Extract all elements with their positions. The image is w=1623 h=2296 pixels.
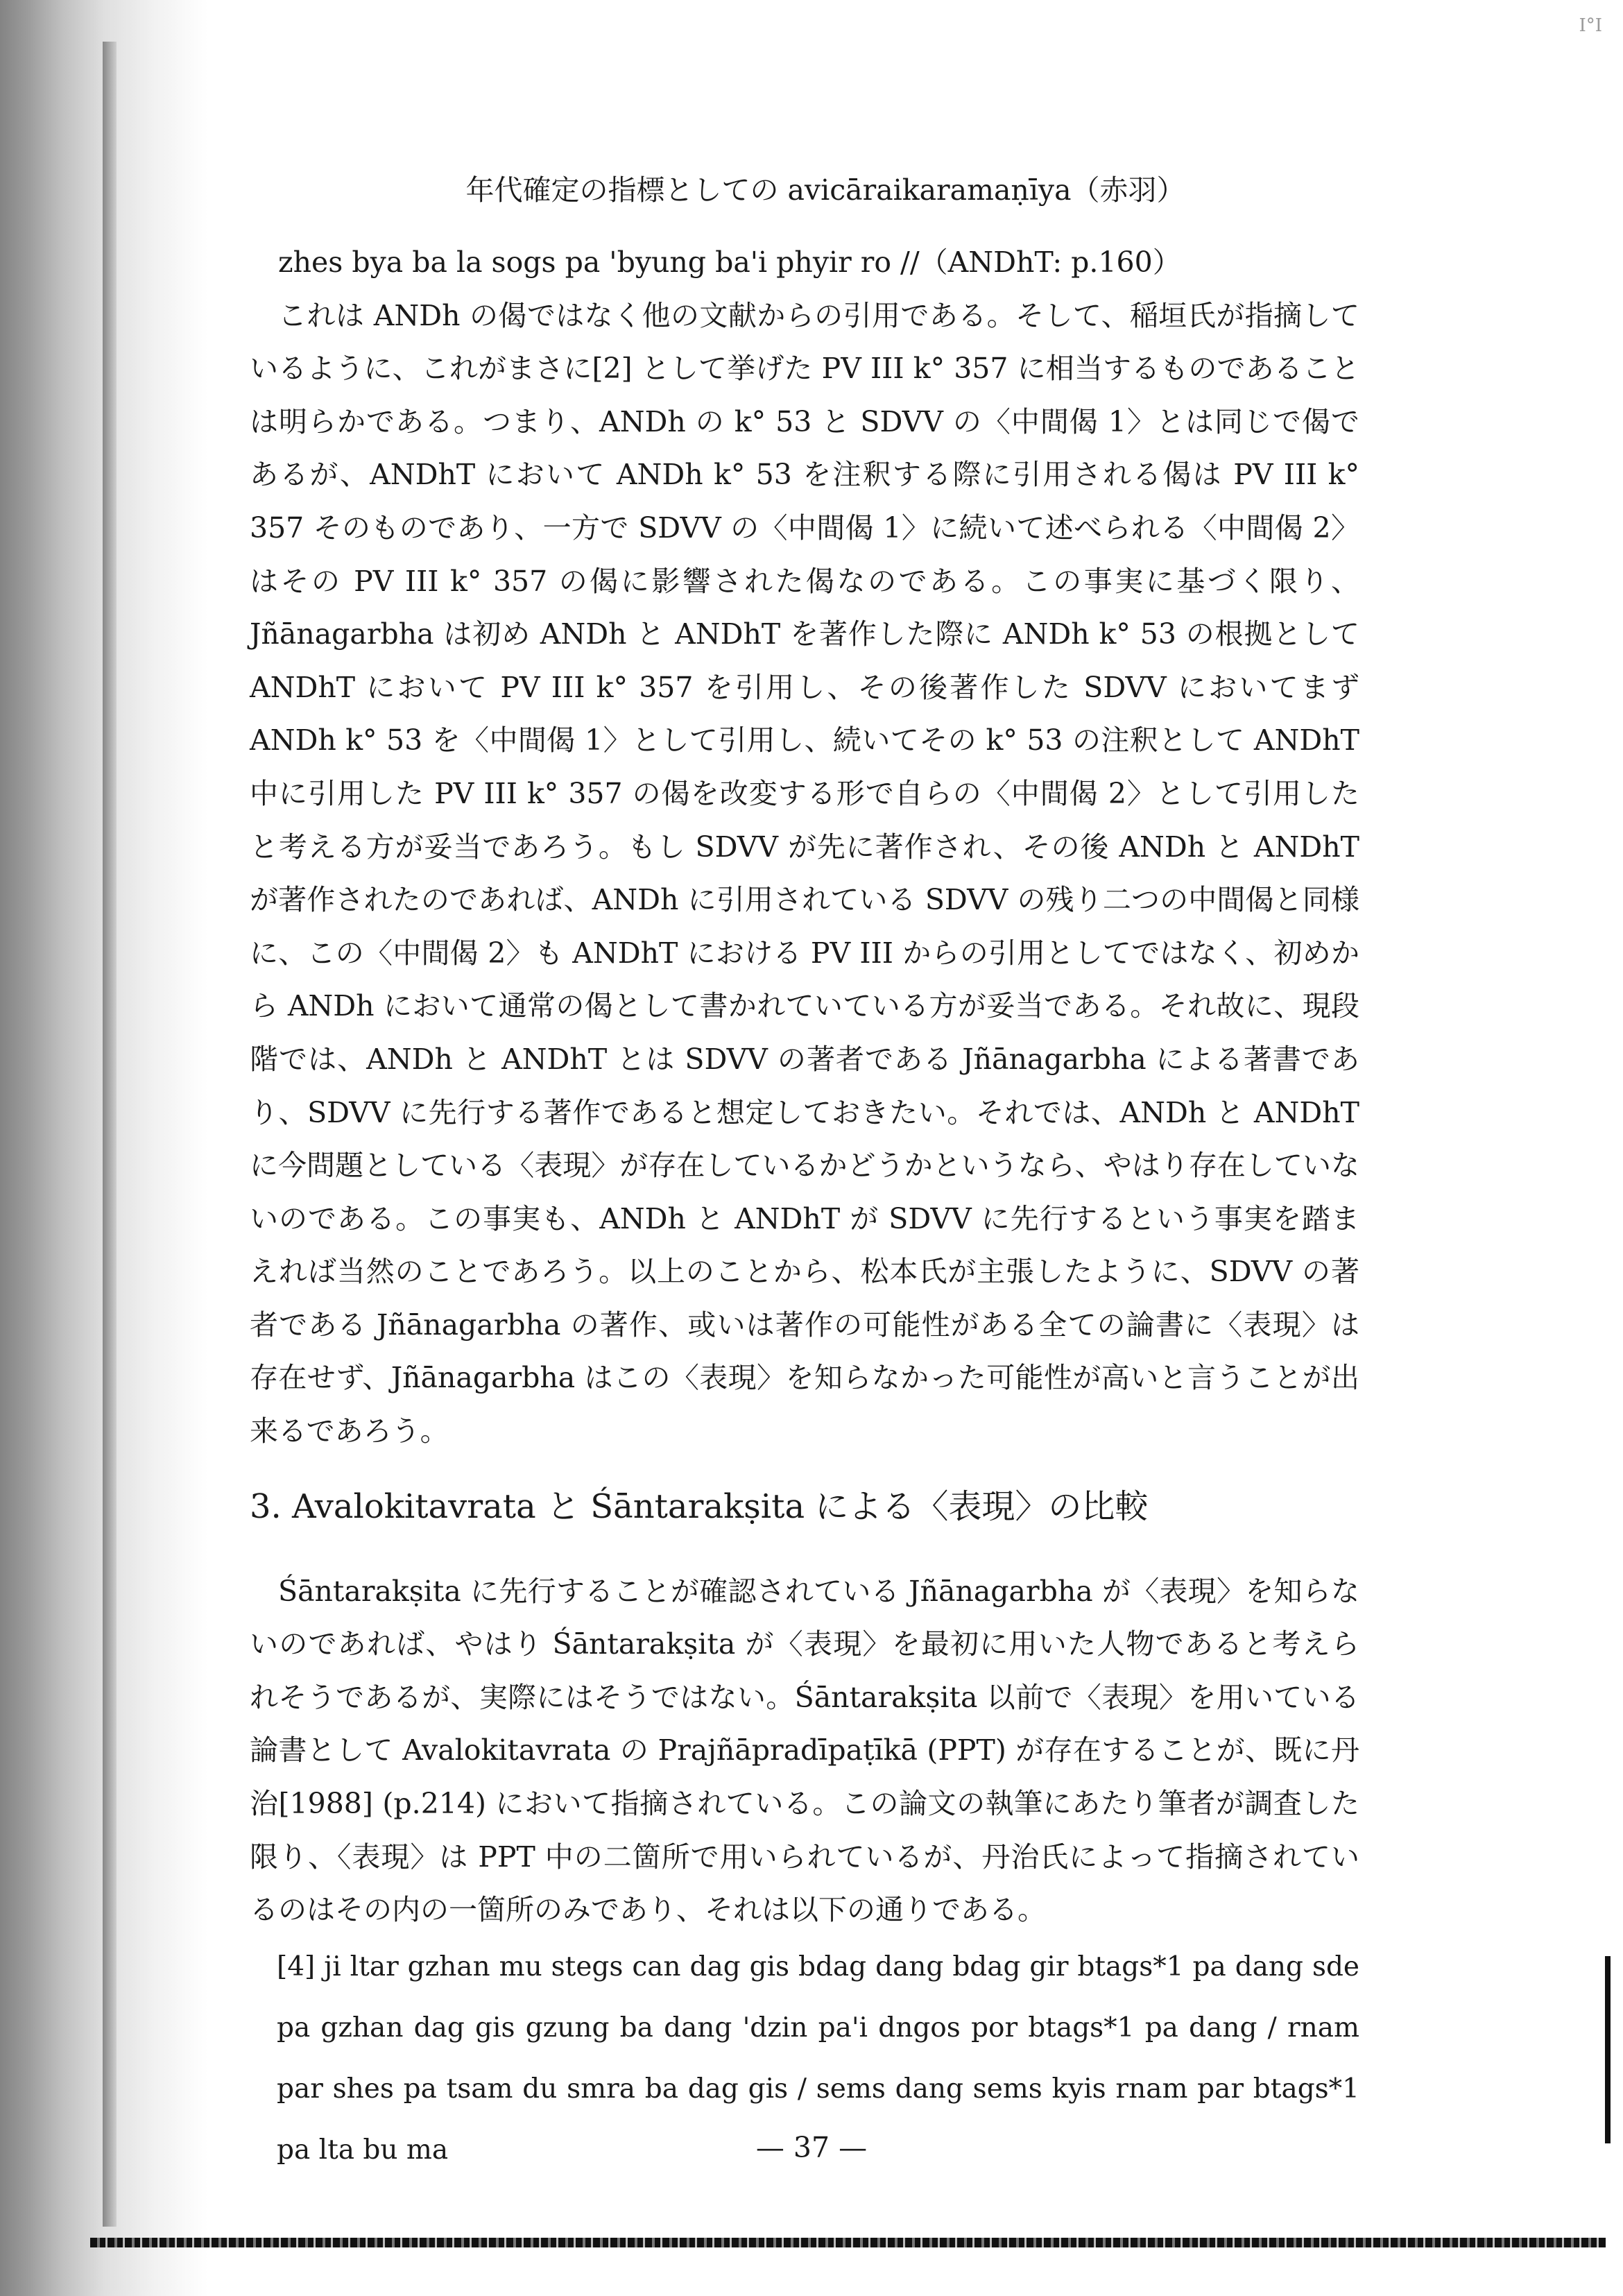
quote-4: [4] ji ltar gzhan mu stegs can dag gis bdag dang bdag gir btags*1 pa dang sde pa gzhan dag gis gzung ba dang 'dzin pa'i dngos por btags*1 pa dang / rnam par shes pa tsam du smra ba dag gis / sems dang sems kyis rnam par btags*1 pa lta bu ma [277,1951,1359,2166]
paragraph-body-1: これは ANDh の偈ではなく他の文献からの引用である。そして、稲垣氏が指摘しているように、これがまさに[2] として挙げた PV III k° 357 に相当するものであることは明らかである。つまり、ANDh の k° 53 と SDVV の〈中間偈 1〉とは同じで偈であるが、ANDhT において ANDh k° 53 を注釈する際に引用される偈は PV III k° 357 そのものであり、一方で SDVV の〈中間偈 1〉に続いて述べられる〈中間偈 2〉はその PV III k° 357 の偈に影響された偈なのである。この事実に基づく限り、Jñānagarbha は初め ANDh と ANDhT を著作した際に ANDh k° 53 の根拠として ANDhT において PV III k° 357 を引用し、その後著作した SDVV においてまず ANDh k° 53 を〈中間偈 1〉として引用し、続いてその k° 53 の注釈として ANDhT 中に引用した PV III k° 357 の偈を改変する形で自らの〈中間偈 2〉として引用したと考える方が妥当であろう。もし SDVV が先に著作され、その後 ANDh と ANDhT が著作されたのであれば、ANDh に引用されている SDVV の残り二つの中間偈と同様に、この〈中間偈 2〉も ANDhT における PV III からの引用としてではなく、初めから ANDh において通常の偈として書かれていている方が妥当である。それ故に、現段階では、ANDh と ANDhT とは SDVV の著者である Jñānagarbha による著書であり、SDVV に先行する著作であると想定しておきたい。それでは、ANDh と ANDhT に今問題としている〈表現〉が存在しているかどうかというなら、やはり存在していないのである。この事実も、ANDh と ANDhT が SDVV に先行するという事実を踏まえれば当然のことであろう。以上のことから、松本氏が主張したように、SDVV の著者である Jñānagarbha の著作、或いは著作の可能性がある全ての論書に〈表現〉は存在せず、Jñānagarbha はこの〈表現〉を知らなかった可能性が高いと言うことが出来るであろう。 [250,298,1359,1448]
corner-mark: I°I [1579,15,1602,36]
paragraph-tibetan-quote-end: zhes bya ba la sogs pa 'byung ba'i phyir ro //（ANDhT: p.160） [278,246,1181,279]
section-heading: 3. Avalokitavrata と Śāntarakṣita による〈表現〉の比較 [250,1487,1149,1526]
scan-edge-mark [1605,1956,1611,2143]
paragraph-body-2: Śāntarakṣita に先行することが確認されている Jñānagarbha が〈表現〉を知らないのであれば、やはり Śāntarakṣita が〈表現〉を最初に用いた人物であると考えられそうであるが、実際にはそうではない。Śāntarakṣita 以前で〈表現〉を用いている論書として Avalokitavrata の Prajñāpradīpaṭīkā (PPT) が存在することが、既に丹治[1988] (p.214) において指摘されている。この論文の執筆にあたり筆者が調査した限り、〈表現〉は PPT 中の二箇所で用いられているが、丹治氏によって指摘されているのはその内の一箇所のみであり、それは以下の通りである。 [250,1574,1359,1927]
scan-bottom-rule [90,2238,1606,2247]
running-head: 年代確定の指標としての avicāraikaramaṇīya（赤羽） [465,173,1185,207]
page-number: — 37 — [755,2131,868,2164]
binding-shadow [0,0,208,2296]
main-text [250,236,1359,2181]
